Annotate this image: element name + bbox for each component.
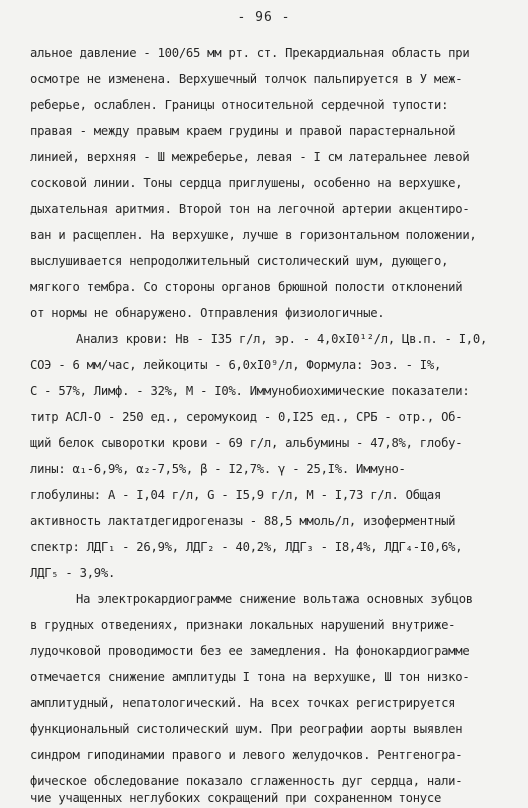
text-line: фическое обследование показало сглаженность дуг сердца, нали- xyxy=(30,774,463,788)
text-line: СОЭ - 6 мм/час, лейкоциты - 6,0хI0⁹/л, Формула: Эоз. - I%, xyxy=(30,358,442,372)
text-line: чие учащенных неглубоких сокращений при сохраненном тонусе xyxy=(30,791,442,805)
text-line: дыхательная аритмия. Второй тон на легочной артерии акцентиро- xyxy=(30,202,470,216)
text-line: ЛДГ₅ - 3,9%. xyxy=(30,566,116,580)
text-line: сосковой линии. Тоны сердца приглушены, особенно на верхушке, xyxy=(30,176,463,190)
text-line: титр АСЛ-О - 250 ед., серомукоид - 0,I25 ед., СРБ - отр., Об- xyxy=(30,410,463,424)
text-line: альное давление - 100/65 мм рт. ст. Прекардиальная область при xyxy=(30,46,470,60)
text-line: отмечается снижение амплитуды I тона на верхушке, Ш тон низко- xyxy=(30,670,470,684)
text-line: линией, верхняя - Ш межреберье, левая - I см латеральнее левой xyxy=(30,150,470,164)
text-line: выслушивается непродолжительный систолический шум, дующего, xyxy=(30,254,449,268)
text-line: лудочковой проводимости без ее замедления. На фонокардиограмме xyxy=(30,644,470,658)
text-line: спектр: ЛДГ₁ - 26,9%, ЛДГ₂ - 40,2%, ЛДГ₃ - I8,4%, ЛДГ₄-I0,6%, xyxy=(30,540,463,554)
text-line: мягкого тембра. Со стороны органов брюшной полости отклонений xyxy=(30,280,463,294)
text-line: синдром гиподинамии правого и левого желудочков. Рентгеногра- xyxy=(30,748,463,762)
text-line: правая - между правым краем грудины и правой парастернальной xyxy=(30,124,456,138)
text-line: ван и расщеплен. На верхушке, лучше в горизонтальном положении, xyxy=(30,228,477,242)
text-line: На электрокардиограмме снижение вольтажа основных зубцов xyxy=(76,592,473,606)
text-line: осмотре не изменена. Верхушечный толчок пальпируется в У меж- xyxy=(30,72,463,86)
text-line: от нормы не обнаружено. Отправления физиологичные. xyxy=(30,306,385,320)
text-line: Анализ крови: Нв - I35 г/л, эр. - 4,0хI0¹²/л, Цв.п. - I,0, xyxy=(76,332,488,346)
text-line: амплитудный, непатологический. На всех точках регистрируется xyxy=(30,696,456,710)
text-line: активность лактатдегидрогеназы - 88,5 ммоль/л, изоферментный xyxy=(30,514,456,528)
text-line: в грудных отведениях, признаки локальных нарушений внутриже- xyxy=(30,618,456,632)
text-line: функциональный систолический шум. При реографии аорты выявлен xyxy=(30,722,463,736)
text-line: реберье, ослаблен. Границы относительной сердечной тупости: xyxy=(30,98,449,112)
page-number: - 96 - xyxy=(237,10,291,25)
text-line: щий белок сыворотки крови - 69 г/л, альбумины - 47,8%, глобу- xyxy=(30,436,463,450)
text-line: глобулины: А - I,04 г/л, G - I5,9 г/л, М - I,73 г/л. Общая xyxy=(30,488,442,502)
text-line: лины: α₁-6,9%, α₂-7,5%, β - I2,7%. γ - 25,I%. Иммуно- xyxy=(30,462,406,476)
text-line: С - 57%, Лимф. - 32%, М - I0%. Иммунобиохимические показатели: xyxy=(30,384,470,398)
